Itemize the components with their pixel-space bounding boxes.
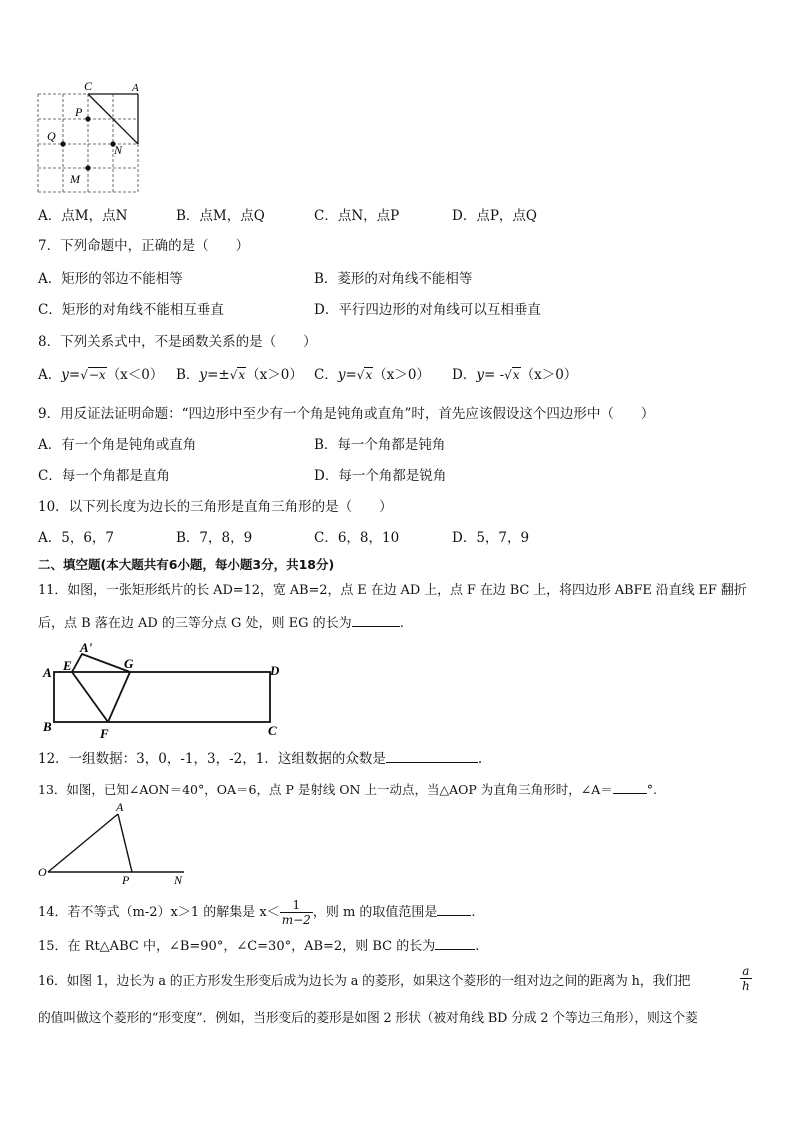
q8-stem: 8．下列关系式中，不是函数关系的是（ ） <box>38 334 317 350</box>
label-q: Q <box>47 129 56 143</box>
q9-stem: 9．用反证法证明命题：“四边形中至少有一个角是钝角或直角”时，首先应该假设这个四边形中（ ） <box>38 406 655 422</box>
q9-option-a: A．有一个角是钝角或直角 <box>38 437 197 453</box>
point-q <box>60 141 65 146</box>
grid-figure <box>34 80 144 195</box>
q12-text: 12．一组数据：3，0，-1，3，-2，1．这组数据的众数是 . <box>38 748 482 768</box>
label-m: M <box>70 172 80 186</box>
q10-stem: 10．以下列长度为边长的三角形是直角三角形的是（ ） <box>38 499 393 515</box>
q10-option-b: B．7，8，9 <box>176 530 253 546</box>
answer-blank <box>352 612 400 627</box>
label-p: P <box>75 105 83 119</box>
answer-blank <box>613 779 647 794</box>
label-o: O <box>38 865 47 879</box>
label-f: F <box>100 726 109 740</box>
label-n: N <box>174 873 183 886</box>
answer-blank <box>437 901 471 916</box>
label-c: C <box>84 80 93 93</box>
q16-line2: 的值叫做这个菱形的“形变度”．例如，当形变后的菱形是如图 2 形状（被对角线 BD 分成 2 个等边三角形），则这个菱 <box>38 1011 698 1026</box>
q10-option-a: A．5，6，7 <box>38 530 115 546</box>
q9-option-b: B．每一个角都是钝角 <box>314 437 446 453</box>
q6-option-a: A．点M，点N <box>38 208 128 224</box>
rectangle-fold-figure <box>38 640 288 740</box>
q9-option-c: C．每一个角都是直角 <box>38 468 170 484</box>
q14-text: 14．若不等式（m-2）x＞1 的解集是 x＜ $\frac{1}{m-2}$ ，则 m 的取值范围是 . <box>38 898 476 927</box>
q7-option-a: A．矩形的邻边不能相等 <box>38 271 183 287</box>
label-a: A <box>132 82 139 94</box>
point-m <box>85 165 90 170</box>
q11-line1: 11．如图，一张矩形纸片的长 AD=12，宽 AB=2，点 E 在边 AD 上，点 F 在边 BC 上，将四边形 ABFE 沿直线 EF 翻折 <box>38 583 747 598</box>
label-e: E <box>63 658 72 673</box>
q15-text: 15．在 Rt△ABC 中，∠B=90°，∠C=30°，AB=2，则 BC 的长为 . <box>38 935 479 956</box>
q8-option-c: C．y=√x（x＞0） <box>314 367 430 383</box>
q8-option-b: B．y=±√x（x＞0） <box>176 367 303 383</box>
section-heading: 二、填空题(本大题共有6小题，每小题3分，共18分) <box>38 557 335 572</box>
label-a: A <box>43 665 52 680</box>
triangle-figure <box>36 800 192 886</box>
q10-option-c: C．6，8，10 <box>314 530 400 546</box>
q9-option-d: D．每一个角都是锐角 <box>314 468 447 484</box>
q8-option-a: A．y=√−x（x＜0） <box>38 367 164 383</box>
label-g: G <box>124 656 134 671</box>
q13-text: 13．如图，已知∠AON＝40°，OA＝6，点 P 是射线 ON 上一动点，当△AOP 为直角三角形时，∠A＝ °. <box>38 779 657 799</box>
label-n: N <box>114 143 123 157</box>
q6-option-b: B．点M，点Q <box>176 208 265 224</box>
q7-stem: 7．下列命题中，正确的是（ ） <box>38 238 250 254</box>
q11-line2: 后，点 B 落在边 AD 的三等分点 G 处，则 EG 的长为 . <box>38 612 404 633</box>
q6-option-c: C．点N，点P <box>314 208 400 224</box>
fraction: $\frac{1}{m-2}$ <box>281 898 311 927</box>
label-d: D <box>270 663 280 678</box>
point-p <box>85 116 90 121</box>
q7-option-c: C．矩形的对角线不能相互垂直 <box>38 302 224 318</box>
answer-blank <box>435 935 475 950</box>
answer-blank <box>386 748 478 763</box>
label-b: B <box>43 719 52 734</box>
q16-line1: 16．如图 1，边长为 a 的正方形发生形变后成为边长为 a 的菱形，如果这个菱形的一组对边之间的距离为 h，我们把 <box>38 974 691 989</box>
label-p: P <box>122 873 130 886</box>
label-c: C <box>268 723 277 738</box>
q7-option-b: B．菱形的对角线不能相等 <box>314 271 473 287</box>
q8-option-d: D．y= -√x（x＞0） <box>452 367 578 383</box>
q7-option-d: D．平行四边形的对角线可以互相垂直 <box>314 302 541 318</box>
label-a-prime: A' <box>80 640 93 655</box>
label-a: A <box>116 800 124 814</box>
q6-option-d: D．点P，点Q <box>452 208 537 224</box>
q16-fraction: $\frac{a}{h}$ <box>742 964 750 993</box>
q10-option-d: D．5，7，9 <box>452 530 530 546</box>
